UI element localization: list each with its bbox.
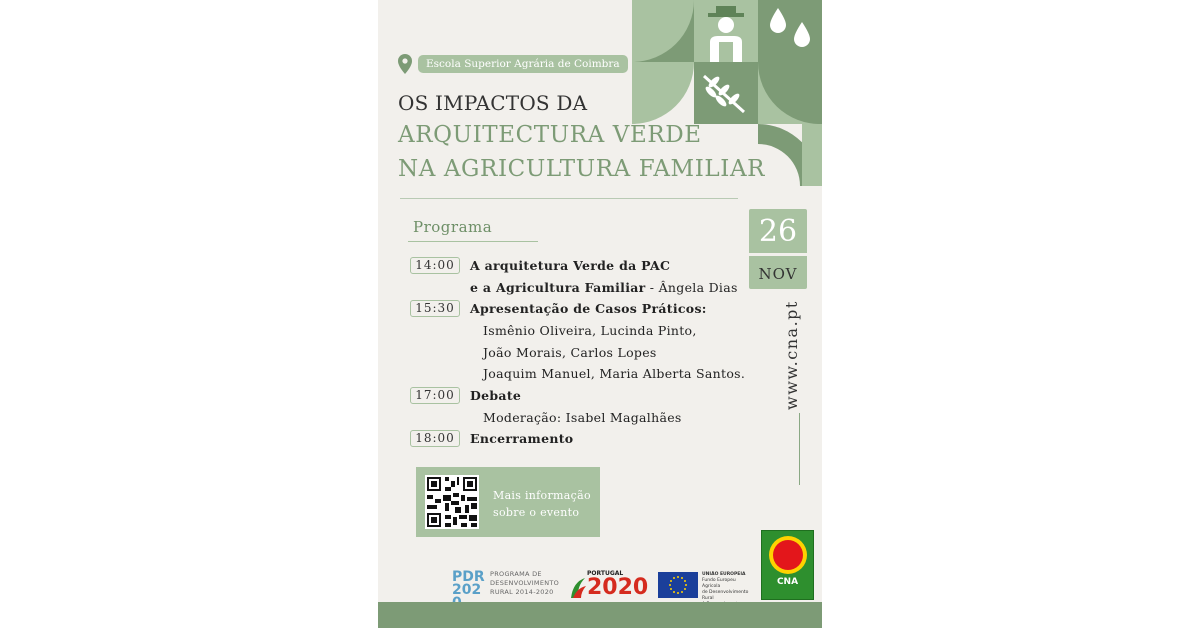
eu-flag-icon [658,572,698,598]
sponsor-logos [452,568,752,604]
time-badge: 17:00 [410,387,460,404]
eu-text-2: Fundo Europeu Agrícola [702,578,736,589]
event-poster [378,0,822,628]
eu-feader-logo [658,572,754,602]
time-badge: 14:00 [410,257,460,274]
session-title: A arquitetura Verde da PAC [470,258,671,273]
moderation: Moderação: Isabel Magalhães [483,410,682,425]
session-title: Encerramento [470,431,574,446]
more-info-box[interactable] [416,467,600,537]
water-drops-icon [758,0,822,62]
pdr2020-mark: PDR 202 [452,569,485,598]
portugal-2020-label: 2020 [587,575,649,600]
portugal2020-mark-icon [569,576,587,600]
more-info-text [493,487,591,521]
more-info-line-1: Mais informação [493,489,591,502]
location [398,54,628,74]
speaker-names: Ismênio Oliveira, Lucinda Pinto, [483,323,697,338]
pdr-text-1: PROGRAMA DE [490,570,542,578]
divider [408,241,538,242]
time-badge: 15:30 [410,300,460,317]
session-title: Apresentação de Casos Práticos: [470,301,707,316]
qr-code-icon[interactable] [425,475,479,529]
speaker-names: João Morais, Carlos Lopes [483,345,657,360]
divider [400,198,738,199]
title-line-1: OS IMPACTOS DA [398,91,588,115]
date-badge [749,209,807,289]
cna-sun-icon [768,535,808,575]
quarter-circle-icon [632,0,694,62]
title-line-3: NA AGRICULTURA FAMILIAR [398,156,766,182]
title-line-2: ARQUITECTURA VERDE [398,122,702,148]
more-info-line-2: sobre o evento [493,506,580,519]
pdr-text-3: RURAL 2014-2020 [490,588,554,596]
session-title: Debate [470,388,522,403]
date-day: 26 [749,209,807,253]
farmer-icon [694,0,758,62]
session-title-continued [470,280,738,295]
bottom-band [378,602,822,628]
portugal-label: PORTUGAL [587,570,624,577]
time-badge: 18:00 [410,430,460,447]
cna-label: CNA [776,577,799,587]
divider [799,413,800,485]
quarter-circle-icon [758,62,822,124]
portugal2020-logo [569,570,649,604]
eu-text-3: de Desenvolvimento Rural [702,590,749,601]
date-month: NOV [749,253,807,289]
eu-text-1: UNIÃO EUROPEIA [702,572,746,577]
arc-icon [758,124,822,186]
website-link[interactable]: www.cna.pt [782,300,801,410]
cna-logo [761,530,814,600]
location-pin-icon [398,54,412,74]
pdr2020-logo [452,568,562,604]
quarter-circle-icon [632,62,694,124]
programa-heading: Programa [413,218,493,236]
session-title-2: e a Agricultura Familiar [470,280,646,295]
pdr2020-text [490,570,559,597]
pdr-text-2: DESENVOLVIMENTO [490,579,560,587]
location-label: Escola Superior Agrária de Coimbra [418,55,628,73]
wheat-icon [694,62,758,124]
speaker: - Ângela Dias [645,280,738,295]
speaker-names: Joaquim Manuel, Maria Alberta Santos. [483,366,746,381]
